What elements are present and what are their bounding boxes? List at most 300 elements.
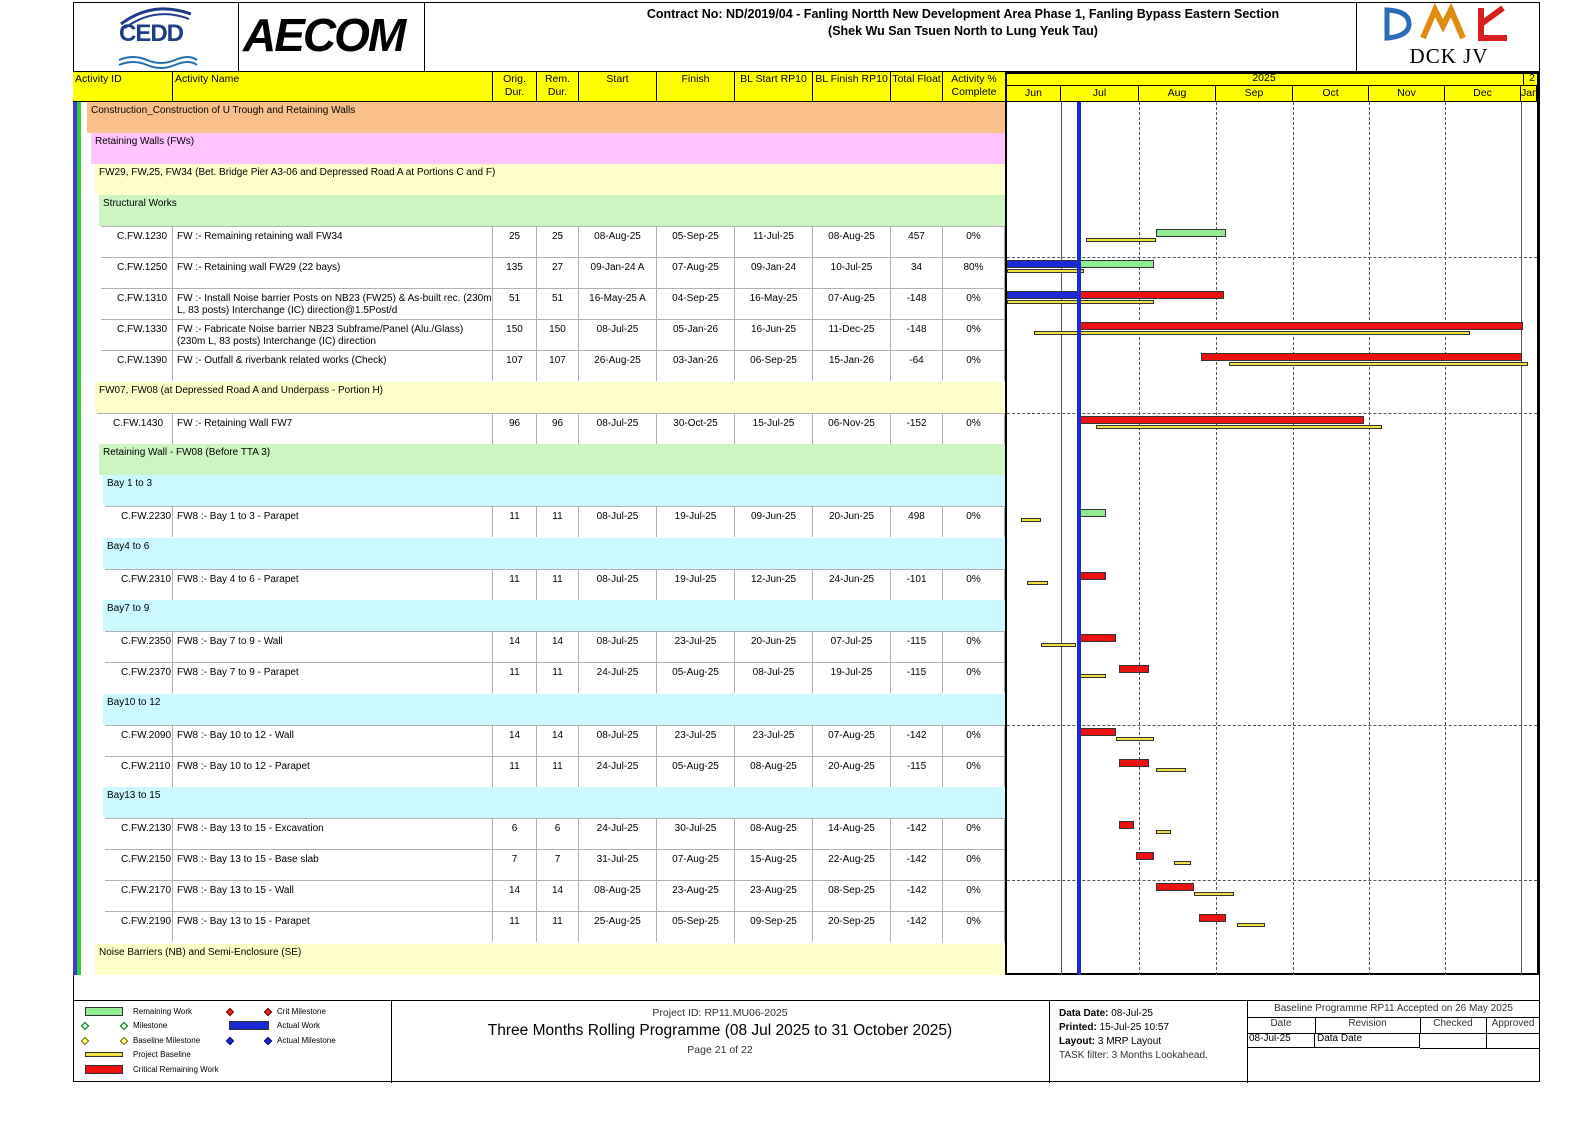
cell-start: 26-Aug-25 bbox=[579, 351, 657, 381]
cell-bl-finish: 11-Dec-25 bbox=[813, 320, 891, 350]
cell-id: C.FW.1310 bbox=[101, 289, 173, 319]
contract-title bbox=[498, 6, 1428, 40]
legend-critical-swatch bbox=[85, 1065, 123, 1074]
cell-id: C.FW.2230 bbox=[105, 507, 173, 537]
column-header bbox=[73, 72, 1005, 102]
printed-date: 15-Jul-25 10:57 bbox=[1099, 1022, 1170, 1033]
cedd-logo-text: CEDD bbox=[119, 20, 184, 47]
cell-start: 08-Aug-25 bbox=[579, 881, 657, 911]
task-filter: TASK filter: 3 Months Lookahead. bbox=[1059, 1050, 1208, 1061]
wbs-band bbox=[103, 600, 1005, 631]
baseline-bar bbox=[1079, 674, 1107, 678]
cell-orig: 14 bbox=[493, 632, 537, 662]
wbs-band bbox=[95, 382, 1005, 413]
wbs-band-label: Bay10 to 12 bbox=[107, 697, 161, 708]
cell-pct: 0% bbox=[943, 819, 1005, 849]
cell-bl-finish: 20-Sep-25 bbox=[813, 912, 891, 942]
cell-name: FW8 :- Bay 4 to 6 - Parapet bbox=[173, 570, 493, 600]
cell-name: FW8 :- Bay 7 to 9 - Wall bbox=[173, 632, 493, 662]
critical-bar bbox=[1079, 291, 1224, 299]
baseline-bar bbox=[1034, 331, 1470, 335]
cell-start: 24-Jul-25 bbox=[579, 663, 657, 693]
cell-orig: 11 bbox=[493, 757, 537, 787]
actual-work-bar bbox=[1007, 291, 1079, 299]
cell-rem: 107 bbox=[537, 351, 579, 381]
cell-id: C.FW.2350 bbox=[105, 632, 173, 662]
cell-pct: 0% bbox=[943, 663, 1005, 693]
dckjv-logo-box bbox=[1356, 2, 1540, 72]
wbs-band-label: Construction_Construction of U Trough and Retaining Walls bbox=[91, 105, 356, 116]
cell-bl-start: 08-Aug-25 bbox=[735, 819, 813, 849]
rev-date: 08-Jul-25 bbox=[1247, 1033, 1315, 1048]
critical-bar bbox=[1156, 883, 1193, 891]
cell-start: 16-May-25 A bbox=[579, 289, 657, 319]
contract-line-2: (Shek Wu San Tsuen North to Lung Yeuk Tau) bbox=[828, 24, 1098, 38]
baseline-bar bbox=[1096, 425, 1381, 429]
cell-pct: 0% bbox=[943, 726, 1005, 756]
cell-bl-start: 09-Sep-25 bbox=[735, 912, 813, 942]
rev-approved bbox=[1486, 1033, 1540, 1049]
month-gridline bbox=[1521, 102, 1522, 975]
wbs-band-label: Retaining Wall - FW08 (Before TTA 3) bbox=[103, 447, 271, 458]
table-row[interactable] bbox=[101, 319, 1005, 350]
rev-checked bbox=[1420, 1033, 1487, 1049]
cell-orig: 51 bbox=[493, 289, 537, 319]
cell-float: -101 bbox=[891, 570, 943, 600]
table-row[interactable] bbox=[105, 506, 1005, 537]
wbs-band-label: Bay 1 to 3 bbox=[107, 478, 153, 489]
cell-float: -148 bbox=[891, 320, 943, 350]
wbs-band-label: Retaining Walls (FWs) bbox=[95, 136, 195, 147]
printed-label: Printed: bbox=[1059, 1022, 1097, 1033]
cell-orig: 135 bbox=[493, 258, 537, 288]
cell-pct: 0% bbox=[943, 912, 1005, 942]
page-header bbox=[73, 2, 1540, 72]
timeline-month-nov: Nov bbox=[1369, 86, 1445, 102]
cell-float: 498 bbox=[891, 507, 943, 537]
timeline-month-oct: Oct bbox=[1293, 86, 1369, 102]
cell-orig: 96 bbox=[493, 414, 537, 444]
legend-critical-label: Critical Remaining Work bbox=[133, 1065, 219, 1074]
project-id: Project ID: RP11.MU06-2025 bbox=[652, 1007, 788, 1019]
wbs-band-label: FW07, FW08 (at Depressed Road A and Underpass - Portion H) bbox=[99, 385, 384, 396]
timeline-month-jul: Jul bbox=[1061, 86, 1139, 102]
cell-float: -142 bbox=[891, 912, 943, 942]
legend-baseline-label: Project Baseline bbox=[133, 1050, 191, 1059]
milestone-icon-2 bbox=[120, 1022, 128, 1030]
cell-finish: 23-Jul-25 bbox=[657, 632, 735, 662]
cell-float: -142 bbox=[891, 726, 943, 756]
cell-rem: 96 bbox=[537, 414, 579, 444]
col-orig-dur: Orig. Dur. bbox=[493, 72, 537, 102]
cell-name: FW8 :- Bay 13 to 15 - Excavation bbox=[173, 819, 493, 849]
cell-bl-start: 08-Aug-25 bbox=[735, 757, 813, 787]
report-title: Three Months Rolling Programme (08 Jul 2025 to 31 October 2025) bbox=[487, 1022, 953, 1039]
cell-finish: 04-Sep-25 bbox=[657, 289, 735, 319]
critical-bar bbox=[1079, 322, 1523, 330]
actual-work-bar bbox=[1007, 260, 1079, 268]
cell-rem: 11 bbox=[537, 507, 579, 537]
cell-id: C.FW.2310 bbox=[105, 570, 173, 600]
cell-finish: 05-Sep-25 bbox=[657, 227, 735, 257]
cell-orig: 7 bbox=[493, 850, 537, 880]
actual-milestone-icon bbox=[226, 1037, 234, 1045]
cell-finish: 07-Aug-25 bbox=[657, 850, 735, 880]
cell-bl-finish: 06-Nov-25 bbox=[813, 414, 891, 444]
legend-actual-label: Actual Work bbox=[277, 1021, 320, 1030]
gantt-row-gridline bbox=[1007, 725, 1537, 726]
cell-orig: 11 bbox=[493, 912, 537, 942]
month-gridline bbox=[1369, 102, 1370, 975]
dckjv-logo-icon bbox=[1357, 2, 1541, 46]
cell-id: C.FW.2090 bbox=[105, 726, 173, 756]
cell-bl-finish: 10-Jul-25 bbox=[813, 258, 891, 288]
critical-bar bbox=[1079, 416, 1364, 424]
baseline-bar bbox=[1116, 737, 1154, 741]
timeline-month-sep: Sep bbox=[1216, 86, 1293, 102]
baseline-bar bbox=[1194, 892, 1234, 896]
cell-bl-finish: 07-Jul-25 bbox=[813, 632, 891, 662]
cell-name: FW8 :- Bay 13 to 15 - Parapet bbox=[173, 912, 493, 942]
aecom-logo-box bbox=[239, 2, 425, 72]
cell-id: C.FW.1230 bbox=[101, 227, 173, 257]
cell-bl-start: 23-Aug-25 bbox=[735, 881, 813, 911]
cell-orig: 14 bbox=[493, 726, 537, 756]
cell-rem: 25 bbox=[537, 227, 579, 257]
actual-milestone-icon-2 bbox=[264, 1037, 272, 1045]
cell-id: C.FW.2170 bbox=[105, 881, 173, 911]
cell-name: FW :- Retaining Wall FW7 bbox=[173, 414, 493, 444]
cell-finish: 23-Aug-25 bbox=[657, 881, 735, 911]
cell-pct: 0% bbox=[943, 351, 1005, 381]
cell-name: FW8 :- Bay 13 to 15 - Wall bbox=[173, 881, 493, 911]
table-row[interactable] bbox=[101, 226, 1005, 257]
cell-finish: 03-Jan-26 bbox=[657, 351, 735, 381]
cell-rem: 27 bbox=[537, 258, 579, 288]
footer-divider-2 bbox=[1049, 1001, 1050, 1083]
cell-float: -148 bbox=[891, 289, 943, 319]
baseline-milestone-icon bbox=[81, 1037, 89, 1045]
cell-bl-start: 11-Jul-25 bbox=[735, 227, 813, 257]
cell-finish: 30-Oct-25 bbox=[657, 414, 735, 444]
wbs-band-label: Structural Works bbox=[103, 198, 177, 209]
cell-bl-finish: 08-Aug-25 bbox=[813, 227, 891, 257]
baseline-bar bbox=[1237, 923, 1265, 927]
cell-start: 08-Jul-25 bbox=[579, 507, 657, 537]
wbs-band-label: Noise Barriers (NB) and Semi-Enclosure (SE) bbox=[99, 947, 302, 958]
table-row[interactable] bbox=[101, 257, 1005, 288]
baseline-bar bbox=[1156, 768, 1186, 772]
cell-rem: 7 bbox=[537, 850, 579, 880]
legend-remaining-swatch bbox=[85, 1007, 123, 1016]
table-row[interactable] bbox=[105, 569, 1005, 600]
month-gridline bbox=[1445, 102, 1446, 975]
wbs-strip-2 bbox=[77, 102, 81, 975]
cell-orig: 6 bbox=[493, 819, 537, 849]
legend-actual-milestone-label: Actual Milestone bbox=[277, 1036, 336, 1045]
page-number: Page 21 of 22 bbox=[687, 1044, 753, 1056]
cell-float: -152 bbox=[891, 414, 943, 444]
critical-bar bbox=[1079, 634, 1117, 642]
cell-finish: 30-Jul-25 bbox=[657, 819, 735, 849]
layout-label: Layout: bbox=[1059, 1036, 1096, 1047]
cell-bl-start: 08-Jul-25 bbox=[735, 663, 813, 693]
wbs-band bbox=[103, 694, 1005, 725]
col-total-float: Total Float bbox=[891, 72, 943, 102]
table-row[interactable] bbox=[97, 413, 1005, 444]
cell-rem: 150 bbox=[537, 320, 579, 350]
cell-rem: 51 bbox=[537, 289, 579, 319]
gantt-row-gridline bbox=[1007, 413, 1537, 414]
cell-bl-start: 09-Jan-24 bbox=[735, 258, 813, 288]
critical-bar bbox=[1119, 759, 1149, 767]
critical-bar bbox=[1199, 914, 1227, 922]
col-bl-start: BL Start RP10 bbox=[735, 72, 813, 102]
cell-id: C.FW.2130 bbox=[105, 819, 173, 849]
legend-remaining-label: Remaining Work bbox=[133, 1007, 192, 1016]
cell-float: -115 bbox=[891, 757, 943, 787]
cell-bl-finish: 08-Sep-25 bbox=[813, 881, 891, 911]
cell-bl-finish: 19-Jul-25 bbox=[813, 663, 891, 693]
cell-finish: 19-Jul-25 bbox=[657, 570, 735, 600]
cell-finish: 05-Jan-26 bbox=[657, 320, 735, 350]
baseline-bar bbox=[1086, 238, 1156, 242]
baseline-bar bbox=[1156, 830, 1171, 834]
cell-bl-finish: 15-Jan-26 bbox=[813, 351, 891, 381]
col-start: Start bbox=[579, 72, 657, 102]
table-row[interactable] bbox=[105, 725, 1005, 756]
cell-bl-finish: 20-Aug-25 bbox=[813, 757, 891, 787]
timeline-next-year: 2 bbox=[1523, 72, 1540, 86]
rev-col-approved: Approved bbox=[1486, 1018, 1540, 1034]
cell-bl-start: 16-May-25 bbox=[735, 289, 813, 319]
critical-bar bbox=[1079, 728, 1117, 736]
cell-rem: 6 bbox=[537, 819, 579, 849]
wbs-band bbox=[103, 787, 1005, 818]
cell-pct: 0% bbox=[943, 570, 1005, 600]
crit-milestone-icon-2 bbox=[264, 1008, 272, 1016]
cell-name: FW8 :- Bay 7 to 9 - Parapet bbox=[173, 663, 493, 693]
cell-orig: 11 bbox=[493, 570, 537, 600]
cell-float: -115 bbox=[891, 632, 943, 662]
cell-bl-finish: 20-Jun-25 bbox=[813, 507, 891, 537]
cell-bl-start: 23-Jul-25 bbox=[735, 726, 813, 756]
timeline-month-jun: Jun bbox=[1007, 86, 1061, 102]
wbs-band bbox=[99, 444, 1005, 475]
month-gridline bbox=[1139, 102, 1140, 975]
cell-orig: 25 bbox=[493, 227, 537, 257]
cell-name: FW :- Retaining wall FW29 (22 bays) bbox=[173, 258, 493, 288]
wbs-band bbox=[87, 102, 1005, 133]
gantt-row-gridline bbox=[1007, 880, 1537, 881]
cell-bl-finish: 07-Aug-25 bbox=[813, 289, 891, 319]
cell-orig: 107 bbox=[493, 351, 537, 381]
wbs-band bbox=[95, 164, 1005, 195]
table-row[interactable] bbox=[101, 288, 1005, 319]
cell-id: C.FW.2110 bbox=[105, 757, 173, 787]
cell-float: -115 bbox=[891, 663, 943, 693]
gantt-chart bbox=[1005, 72, 1539, 975]
cell-rem: 14 bbox=[537, 881, 579, 911]
cell-bl-start: 09-Jun-25 bbox=[735, 507, 813, 537]
cell-id: C.FW.1430 bbox=[97, 414, 173, 444]
cell-start: 24-Jul-25 bbox=[579, 757, 657, 787]
month-gridline bbox=[1061, 102, 1062, 975]
timeline-month-jan: Jan bbox=[1521, 86, 1537, 102]
cell-bl-start: 12-Jun-25 bbox=[735, 570, 813, 600]
cell-start: 09-Jan-24 A bbox=[579, 258, 657, 288]
cell-start: 08-Jul-25 bbox=[579, 320, 657, 350]
rev-col-revision: Revision bbox=[1315, 1018, 1421, 1034]
cell-name: FW :- Outfall & riverbank related works (Check) bbox=[173, 351, 493, 381]
aecom-logo-text: AECOM bbox=[243, 9, 405, 61]
col-finish: Finish bbox=[657, 72, 735, 102]
col-rem-dur: Rem. Dur. bbox=[537, 72, 579, 102]
cell-rem: 11 bbox=[537, 757, 579, 787]
timeline-year: 2025 bbox=[1252, 72, 1276, 84]
legend-milestone-label: Milestone bbox=[133, 1021, 168, 1030]
dckjv-logo-text: DCK JV bbox=[1409, 44, 1489, 68]
cell-float: -64 bbox=[891, 351, 943, 381]
cell-name: FW8 :- Bay 1 to 3 - Parapet bbox=[173, 507, 493, 537]
cell-id: C.FW.2370 bbox=[105, 663, 173, 693]
col-activity-name: Activity Name bbox=[173, 72, 493, 102]
cell-bl-start: 16-Jun-25 bbox=[735, 320, 813, 350]
table-row[interactable] bbox=[105, 880, 1005, 911]
cell-start: 31-Jul-25 bbox=[579, 850, 657, 880]
cell-float: -142 bbox=[891, 881, 943, 911]
cell-name: FW8 :- Bay 10 to 12 - Wall bbox=[173, 726, 493, 756]
cell-name: FW :- Install Noise barrier Posts on NB23 (FW25) & As-built rec. (230m L, 83 posts) Interchange (IC) direction@1.5Post/d bbox=[173, 289, 493, 319]
cell-bl-start: 06-Sep-25 bbox=[735, 351, 813, 381]
cell-orig: 150 bbox=[493, 320, 537, 350]
critical-bar bbox=[1079, 572, 1107, 580]
baseline-bar bbox=[1174, 861, 1191, 865]
critical-bar bbox=[1119, 665, 1149, 673]
cell-rem: 14 bbox=[537, 726, 579, 756]
cell-start: 08-Jul-25 bbox=[579, 632, 657, 662]
cell-pct: 0% bbox=[943, 289, 1005, 319]
cell-start: 08-Jul-25 bbox=[579, 414, 657, 444]
cell-float: 34 bbox=[891, 258, 943, 288]
gantt-row-gridline bbox=[1007, 257, 1537, 258]
critical-bar bbox=[1136, 852, 1153, 860]
cell-name: FW8 :- Bay 10 to 12 - Parapet bbox=[173, 757, 493, 787]
cell-name: FW :- Fabricate Noise barrier NB23 Subframe/Panel (Alu./Glass) (230m L, 83 posts) Interchange (IC) direction bbox=[173, 320, 493, 350]
wbs-band-label: Bay7 to 9 bbox=[107, 603, 150, 614]
cell-start: 08-Jul-25 bbox=[579, 570, 657, 600]
critical-bar bbox=[1201, 353, 1522, 361]
cell-orig: 14 bbox=[493, 881, 537, 911]
layout-name: 3 MRP Layout bbox=[1097, 1036, 1162, 1047]
table-row[interactable] bbox=[105, 631, 1005, 662]
wbs-band bbox=[103, 475, 1005, 506]
cell-pct: 0% bbox=[943, 320, 1005, 350]
timeline-month-dec: Dec bbox=[1445, 86, 1521, 102]
cell-finish: 07-Aug-25 bbox=[657, 258, 735, 288]
wbs-band bbox=[99, 195, 1005, 226]
cell-id: C.FW.1390 bbox=[101, 351, 173, 381]
cell-start: 25-Aug-25 bbox=[579, 912, 657, 942]
cell-bl-start: 15-Jul-25 bbox=[735, 414, 813, 444]
cell-start: 08-Aug-25 bbox=[579, 227, 657, 257]
baseline-bar bbox=[1229, 362, 1528, 366]
baseline-milestone-icon-2 bbox=[120, 1037, 128, 1045]
cell-pct: 0% bbox=[943, 850, 1005, 880]
table-row[interactable] bbox=[105, 818, 1005, 849]
wbs-band-label: Bay4 to 6 bbox=[107, 541, 150, 552]
month-gridline bbox=[1293, 102, 1294, 975]
cell-rem: 14 bbox=[537, 632, 579, 662]
cell-bl-finish: 22-Aug-25 bbox=[813, 850, 891, 880]
baseline-bar bbox=[1041, 643, 1076, 647]
baseline-bar bbox=[1007, 269, 1084, 273]
cedd-logo-box bbox=[73, 2, 239, 72]
legend-baseline-milestone-label: Baseline Milestone bbox=[133, 1036, 201, 1045]
wbs-band bbox=[91, 133, 1005, 164]
cell-pct: 0% bbox=[943, 227, 1005, 257]
wbs-band-label: Bay13 to 15 bbox=[107, 790, 161, 801]
wbs-band bbox=[103, 538, 1005, 569]
crit-milestone-icon bbox=[226, 1008, 234, 1016]
legend-crit-milestone-label: Crit Milestone bbox=[277, 1007, 326, 1016]
data-date-line bbox=[1077, 102, 1081, 975]
cell-id: C.FW.1250 bbox=[101, 258, 173, 288]
rev-col-date: Date bbox=[1247, 1018, 1316, 1034]
cell-name: FW8 :- Bay 13 to 15 - Base slab bbox=[173, 850, 493, 880]
cell-start: 08-Jul-25 bbox=[579, 726, 657, 756]
rev-col-checked: Checked bbox=[1420, 1018, 1487, 1034]
table-row[interactable] bbox=[105, 662, 1005, 693]
table-row[interactable] bbox=[105, 911, 1005, 942]
remaining-bar bbox=[1079, 509, 1107, 517]
cell-rem: 11 bbox=[537, 663, 579, 693]
cell-start: 24-Jul-25 bbox=[579, 819, 657, 849]
cell-bl-start: 20-Jun-25 bbox=[735, 632, 813, 662]
cell-rem: 11 bbox=[537, 570, 579, 600]
col-activity-id: Activity ID bbox=[73, 72, 173, 102]
cell-bl-finish: 07-Aug-25 bbox=[813, 726, 891, 756]
baseline-bar bbox=[1021, 518, 1041, 522]
wbs-band bbox=[95, 944, 1005, 975]
cell-name: FW :- Remaining retaining wall FW34 bbox=[173, 227, 493, 257]
remaining-bar bbox=[1079, 260, 1154, 268]
cell-finish: 05-Aug-25 bbox=[657, 757, 735, 787]
rev-revision: Data Date bbox=[1315, 1033, 1420, 1048]
cell-bl-start: 15-Aug-25 bbox=[735, 850, 813, 880]
milestone-icon bbox=[81, 1022, 89, 1030]
cell-float: 457 bbox=[891, 227, 943, 257]
critical-bar bbox=[1119, 821, 1134, 829]
cell-finish: 05-Aug-25 bbox=[657, 663, 735, 693]
cell-finish: 19-Jul-25 bbox=[657, 507, 735, 537]
cell-id: C.FW.2150 bbox=[105, 850, 173, 880]
cell-float: -142 bbox=[891, 819, 943, 849]
legend-actual-swatch bbox=[229, 1021, 269, 1030]
data-info bbox=[1059, 1007, 1208, 1063]
table-row[interactable] bbox=[101, 350, 1005, 381]
cell-finish: 05-Sep-25 bbox=[657, 912, 735, 942]
contract-line-1: Contract No: ND/2019/04 - Fanling Nortth New Development Area Phase 1, Fanling Bypass Eastern Section bbox=[646, 7, 1280, 21]
cell-pct: 80% bbox=[943, 258, 1005, 288]
cell-pct: 0% bbox=[943, 414, 1005, 444]
table-row[interactable] bbox=[105, 756, 1005, 787]
table-row[interactable] bbox=[105, 849, 1005, 880]
legend-baseline-swatch bbox=[85, 1052, 123, 1057]
revision-table bbox=[1247, 1017, 1540, 1050]
cell-pct: 0% bbox=[943, 632, 1005, 662]
cell-bl-finish: 14-Aug-25 bbox=[813, 819, 891, 849]
